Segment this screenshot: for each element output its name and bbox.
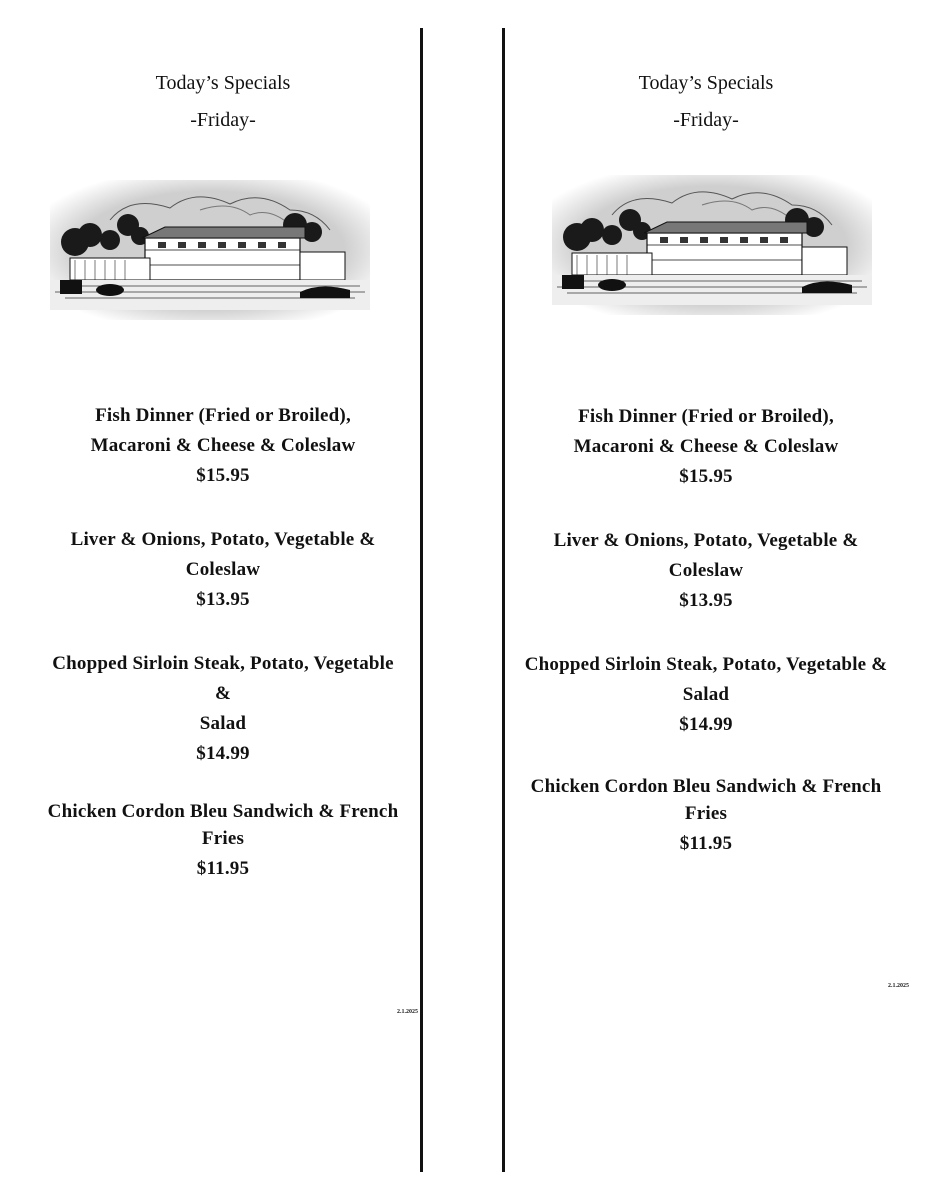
special-item [506,773,906,857]
special-item [20,649,426,769]
special-line: Fish Dinner (Fried or Broiled), [578,406,834,427]
special-line: Fish Dinner (Fried or Broiled), [95,405,351,426]
panel-day: -Friday- [190,109,256,131]
special-line: Salad [199,713,247,734]
panel-title: Today’s Specials [638,72,774,94]
restaurant-building-sketch-icon [50,180,370,320]
special-line: & [214,683,232,704]
special-line: Macaroni & Cheese & Coleslaw [90,435,356,456]
special-price: $14.99 [679,714,733,735]
special-price: $15.95 [679,466,733,487]
special-item [506,650,906,740]
special-line: Chicken Cordon Bleu Sandwich & French [530,776,882,797]
special-price: $13.95 [196,589,250,610]
panel-title: Today’s Specials [155,72,291,94]
special-price: $11.95 [196,858,250,879]
special-line: Chopped Sirloin Steak, Potato, Vegetable [52,653,394,674]
special-item [20,401,426,491]
panel-day: -Friday- [673,109,739,131]
specials-panel-left [20,0,426,1200]
special-item [506,402,906,492]
date-stamp: 2.1.2025 [888,983,909,989]
special-item [506,526,906,616]
special-line: Salad [682,684,730,705]
special-line: Coleslaw [185,559,261,580]
special-item [20,525,426,615]
special-line: Liver & Onions, Potato, Vegetable & [553,530,859,551]
specials-panel-right [506,0,909,1200]
special-line: Chicken Cordon Bleu Sandwich & French [47,801,399,822]
column-divider-right [502,28,505,1172]
special-line: Macaroni & Cheese & Coleslaw [573,436,839,457]
special-price: $14.99 [196,743,250,764]
special-line: Coleslaw [668,560,744,581]
date-stamp: 2.1.2025 [397,1009,418,1015]
restaurant-building-sketch-icon [552,175,872,315]
special-line: Liver & Onions, Potato, Vegetable & [70,529,376,550]
special-price: $11.95 [679,833,733,854]
special-price: $15.95 [196,465,250,486]
special-line: Fries [201,828,245,849]
special-line: Chopped Sirloin Steak, Potato, Vegetable & [524,654,888,675]
special-line: Fries [684,803,728,824]
special-item [20,798,426,882]
special-price: $13.95 [679,590,733,611]
